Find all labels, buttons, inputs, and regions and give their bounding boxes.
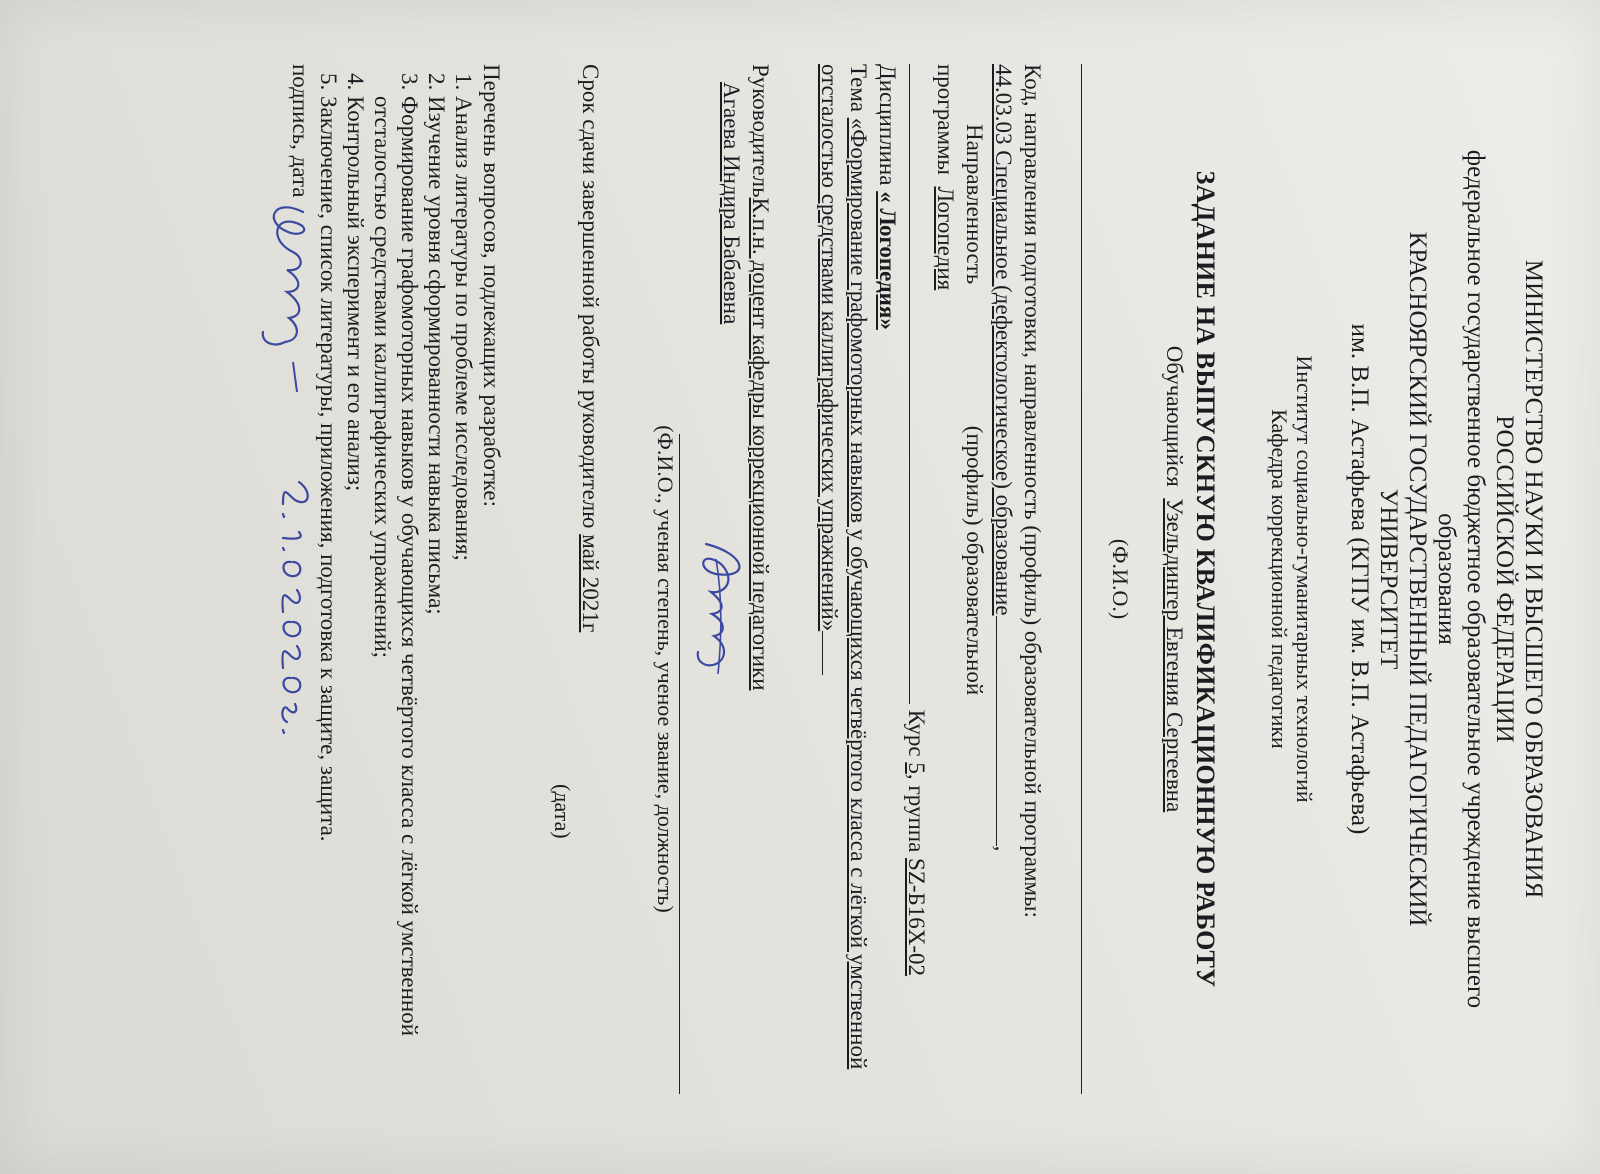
profile-value: Логопедия	[933, 186, 958, 291]
topic-line	[815, 64, 873, 1094]
university-name: КРАСНОЯРСКИЙ ГОСУДАРСТВЕННЫЙ ПЕДАГОГИЧЕСКИЙ УНИВЕРСИТЕТ	[1375, 231, 1431, 927]
institute-name: Институт социально-гуманитарных технологий	[1292, 355, 1317, 803]
course-blank	[909, 64, 910, 704]
topic-value: «Формирование графомоторных навыков у обучающихся четвёртого класса с лёгкой умственной отсталостью средствами каллиграфических упражнений»	[817, 64, 871, 1070]
course-group-line	[902, 64, 931, 1094]
student-rule	[1081, 64, 1106, 1094]
supervisor-caption: (Ф.И.О., ученая степень, ученое звание, должность)	[653, 425, 678, 913]
discipline-value: « Логопедия»	[875, 191, 900, 330]
profile-line-2	[931, 64, 960, 1094]
group-value: SZ-Б16Х-02	[904, 858, 929, 977]
student-caption: (Ф.И.О.)	[1108, 538, 1133, 620]
student-name: Узельдингер Евгения Сергеевна	[1162, 498, 1187, 813]
department-name: Кафедра коррекционной педагогики	[1267, 409, 1292, 749]
supervisor-position: К.п.н. доцент кафедры коррекционной педагогики	[748, 197, 773, 691]
discipline-label: Дисциплина	[875, 64, 900, 186]
list-item: 3. Формирование графомоторных навыков у обучающихся четвёртого класса с лёгкой умственной отсталостью средствами каллиграфических упражнений;	[369, 96, 423, 1094]
program-code-value: 44.03.03 Специальное (дефектологическое) образование	[991, 64, 1016, 616]
supervisor-name: Агаева Индира Бабаевна	[719, 82, 744, 325]
course-label: Курс	[904, 709, 929, 757]
deadline-value: май 2021г	[578, 534, 603, 633]
course-value: 5	[904, 762, 929, 774]
program-code-blank	[996, 616, 997, 846]
supervisor-signature	[679, 534, 756, 684]
program-code-line: 44.03.03 Специальное (дефектологическое) образование,	[991, 64, 1016, 852]
topic-label: Тема	[846, 64, 871, 112]
group-label: , группа	[904, 773, 929, 853]
profile-line-1	[960, 64, 989, 1094]
profile-label-1: Направленность	[962, 124, 987, 285]
list-item: 1. Анализ литературы по проблеме исследования;	[450, 96, 477, 1094]
supervisor-name-line	[688, 64, 746, 1094]
profile-label-3: программы	[933, 64, 958, 176]
list-item: 2. Изучение уровня сформированности навыка письма;	[423, 96, 450, 1094]
discipline-line	[873, 64, 902, 1094]
student-label: Обучающийся	[1162, 345, 1187, 487]
supervisor-rule	[679, 434, 688, 1094]
signature-label: подпись, дата	[288, 64, 313, 198]
institution-type: федеральное государственное бюджетное образовательное учреждение высшего образования	[1433, 149, 1489, 1009]
list-item: 5. Заключение, список литературы, приложения, подготовка к защите, защита.	[315, 96, 342, 1094]
signature-line	[245, 64, 315, 1094]
university-full-name: им. В.П. Астафьева (КГПУ им. В.П. Астафьева)	[1346, 323, 1373, 835]
supervisor-label: Руководитель	[748, 64, 773, 198]
student-line	[1160, 64, 1189, 1094]
questions-list	[315, 64, 477, 1094]
topic-blank	[822, 631, 823, 675]
deadline-label: Срок сдачи завершенной работы руководителю	[578, 64, 603, 529]
ministry-header: МИНИСТЕРСТВО НАУКИ И ВЫСШЕГО ОБРАЗОВАНИЯ РОССИЙСКОЙ ФЕДЕРАЦИИ	[1491, 259, 1547, 899]
questions-label: Перечень вопросов, подлежащих разработке:	[479, 64, 504, 507]
list-item: 4. Контрольный эксперимент и его анализ;	[342, 96, 369, 1094]
student-signature	[246, 192, 333, 872]
deadline-caption: (дата)	[550, 784, 575, 839]
program-code-label: Код, направления подготовки, направленность (профиль) образовательной программы:	[1020, 64, 1045, 918]
deadline-line	[576, 64, 605, 1094]
profile-label-2: (профиль) образовательной	[962, 425, 987, 696]
document-title: ЗАДАНИЕ НА ВЫПУСКНУЮ КВАЛИФИКАЦИОННУЮ РАБОТУ	[1191, 170, 1220, 988]
document-sheet	[245, 0, 1600, 1174]
